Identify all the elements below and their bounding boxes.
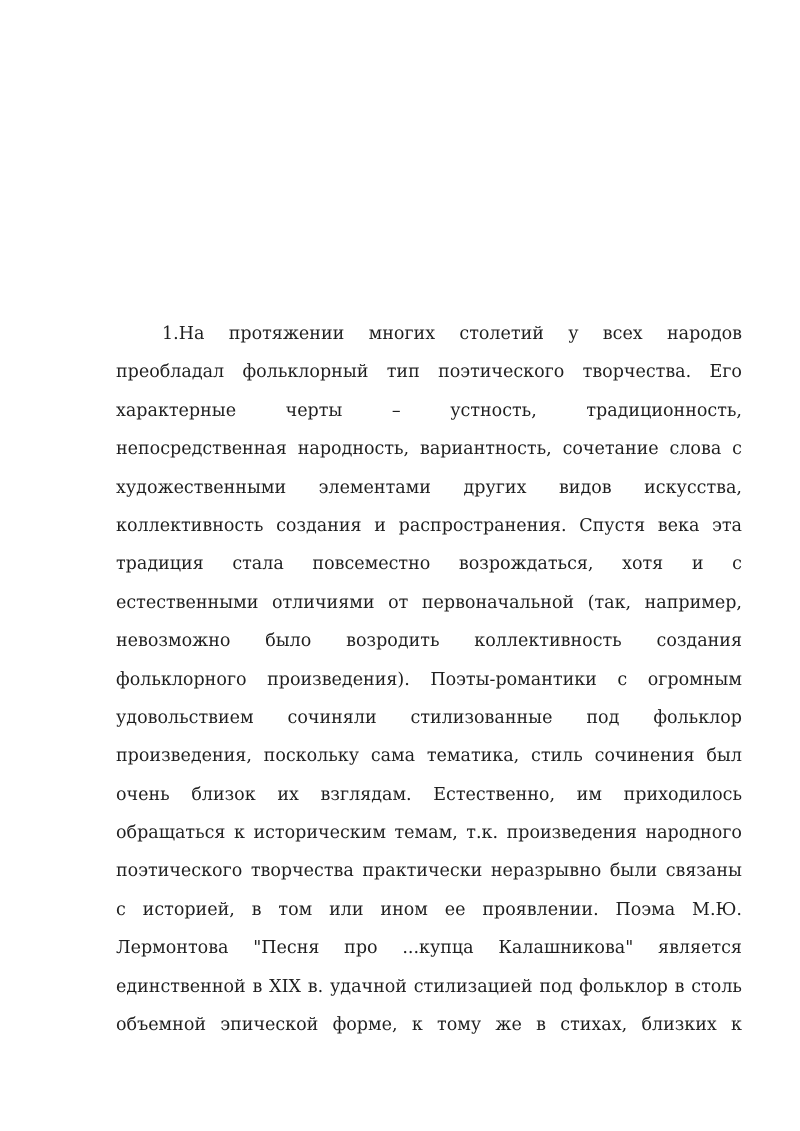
word: традиционность, <box>586 400 742 421</box>
word: искусства, <box>644 477 742 498</box>
word: творчества. <box>582 362 692 383</box>
word: коллективность <box>474 631 622 652</box>
word: форме, <box>332 1015 398 1036</box>
word: практически <box>362 861 483 882</box>
word: творчества <box>250 861 354 882</box>
word: протяжении <box>228 324 345 344</box>
word: видов <box>558 477 612 498</box>
word: Поэты-романтики <box>430 669 597 690</box>
word: историей, <box>142 899 235 920</box>
text-line <box>116 545 742 583</box>
text-line <box>116 737 742 775</box>
text-line <box>116 852 742 890</box>
word: коллективность <box>116 515 264 536</box>
word: к <box>411 1015 423 1036</box>
text-line <box>116 891 742 929</box>
text-line <box>116 353 742 391</box>
word: ином <box>380 899 428 920</box>
word: распространения. <box>398 515 567 536</box>
word: элементами <box>318 477 431 498</box>
word: Его <box>709 362 742 383</box>
word: в <box>674 976 685 997</box>
word: сочетание <box>562 439 659 460</box>
text-line <box>116 776 742 814</box>
word: приходилось <box>623 784 742 805</box>
word: в <box>252 976 263 997</box>
word: же <box>495 1015 522 1036</box>
text-line <box>116 814 742 852</box>
word: близких <box>641 1015 717 1036</box>
word: фольклор <box>579 976 668 997</box>
word: например, <box>644 592 742 613</box>
text-line <box>116 392 742 430</box>
word: от <box>388 592 409 613</box>
word: или <box>329 899 364 920</box>
word: традиция <box>116 554 204 575</box>
word: Лермонтова <box>116 938 229 959</box>
word: многих <box>368 324 436 344</box>
word: слова <box>669 439 722 460</box>
text-line <box>116 968 742 1006</box>
word: том <box>278 899 313 920</box>
word: черты <box>285 400 343 421</box>
text-line <box>116 699 742 737</box>
word: отличиями <box>271 592 375 613</box>
word: Естественно, <box>433 784 556 805</box>
word: тематика, <box>426 746 520 767</box>
word: тип <box>386 362 420 383</box>
word: у <box>568 324 579 344</box>
word: Спустя <box>579 515 646 536</box>
text-line <box>116 1006 742 1044</box>
word: с <box>732 554 742 575</box>
word: невозможно <box>116 631 231 652</box>
word: века <box>657 515 700 536</box>
word: эпической <box>220 1015 319 1036</box>
text-line <box>116 315 742 353</box>
word: повсеместно <box>312 554 431 575</box>
word: возродить <box>346 631 440 652</box>
word: – <box>391 400 401 421</box>
word: было <box>265 631 312 652</box>
text-line <box>116 507 742 545</box>
word: художественными <box>116 477 287 498</box>
word: поскольку <box>263 746 360 767</box>
text-line <box>116 929 742 967</box>
word: стала <box>232 554 284 575</box>
word: взглядам. <box>320 784 412 805</box>
word: Калашникова" <box>498 938 634 959</box>
word: стиль <box>531 746 583 767</box>
word: были <box>609 861 658 882</box>
word: произведения). <box>267 669 410 690</box>
text-line <box>116 622 742 660</box>
word: с <box>732 439 742 460</box>
word: непосредственная <box>116 439 287 460</box>
word: очень <box>116 784 170 805</box>
word: сочинения <box>594 746 695 767</box>
word: с <box>617 669 628 690</box>
word: столетий <box>459 324 544 344</box>
word: 1.На <box>162 324 205 344</box>
word: фольклорного <box>116 669 247 690</box>
word: удачной <box>330 976 407 997</box>
word: проявлении. <box>482 899 599 920</box>
word: создания <box>276 515 362 536</box>
word: является <box>658 938 742 959</box>
word: вариантность, <box>420 439 552 460</box>
body-paragraph <box>116 315 742 1044</box>
word: в. <box>307 976 324 997</box>
word: близок <box>191 784 256 805</box>
word: историческим <box>253 823 386 844</box>
word: т.к. <box>466 823 499 844</box>
word: народов <box>666 324 742 344</box>
word: и <box>374 515 386 536</box>
text-line <box>116 584 742 622</box>
word: стилизацией <box>413 976 533 997</box>
word: всех <box>602 324 643 344</box>
word: Поэма <box>615 899 676 920</box>
word: и <box>691 554 704 575</box>
word: стилизованные <box>410 707 553 728</box>
text-line <box>116 661 742 699</box>
word: произведения, <box>116 746 252 767</box>
word: естественными <box>116 592 259 613</box>
word: столь <box>691 976 742 997</box>
word: им <box>576 784 602 805</box>
text-line <box>116 430 742 468</box>
word: создания <box>656 631 742 652</box>
word: в <box>251 899 262 920</box>
word: был <box>706 746 742 767</box>
word: хотя <box>622 554 664 575</box>
word: поэтического <box>438 362 565 383</box>
word: возрождаться, <box>458 554 594 575</box>
word: к <box>731 1015 742 1036</box>
word: огромным <box>647 669 742 690</box>
word: ее <box>444 899 466 920</box>
word: поэтического <box>116 861 243 882</box>
word: сама <box>370 746 416 767</box>
word: связаны <box>665 861 742 882</box>
word: произведения <box>506 823 637 844</box>
word: единственной <box>116 976 246 997</box>
word: под <box>539 976 573 997</box>
word: неразрывно <box>490 861 602 882</box>
word: ...купца <box>402 938 474 959</box>
word: в <box>536 1015 547 1036</box>
word: удовольствием <box>116 707 254 728</box>
word: к <box>234 823 245 844</box>
word: народного <box>645 823 742 844</box>
word: М.Ю. <box>692 899 742 920</box>
word: XIX <box>269 976 301 997</box>
word: стихах, <box>560 1015 628 1036</box>
word: объемной <box>116 1015 207 1036</box>
word: "Песня <box>253 938 320 959</box>
word: их <box>277 784 299 805</box>
text-line <box>116 469 742 507</box>
word: под <box>586 707 620 728</box>
word: народность, <box>297 439 410 460</box>
word: обращаться <box>116 823 226 844</box>
word: темам, <box>394 823 458 844</box>
word: тому <box>437 1015 482 1036</box>
word: фольклорный <box>242 362 369 383</box>
word: сочиняли <box>287 707 377 728</box>
word: устность, <box>450 400 537 421</box>
word: характерные <box>116 400 237 421</box>
word: преобладал <box>116 362 225 383</box>
word: (так, <box>587 592 632 613</box>
word: фольклор <box>653 707 742 728</box>
word: первоначальной <box>421 592 575 613</box>
word: других <box>463 477 527 498</box>
word: с <box>116 899 126 920</box>
word: про <box>344 938 378 959</box>
word: эта <box>712 515 742 536</box>
